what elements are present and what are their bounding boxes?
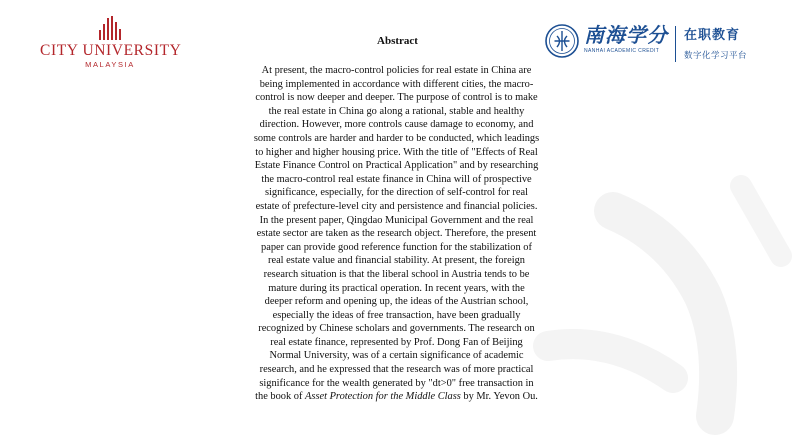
abstract-line: Estate Finance Control on Practical Application" and by researching <box>254 160 539 172</box>
abstract-line: the macro-control real estate finance in China will of prospective <box>261 173 532 185</box>
abstract-line: especially the ideas of free transaction, have been gradually <box>272 309 521 321</box>
abstract-line: paper can provide good reference function for the stabilization of <box>261 241 532 253</box>
abstract-line: being implemented in accordance with different cities, the macro- <box>259 78 534 90</box>
abstract-last-line <box>224 390 569 404</box>
abstract-line: recognized by Chinese scholars and governments. The research on <box>258 323 535 335</box>
abstract-line: to higher and higher housing price. With the title of "Effects of Real <box>255 146 538 158</box>
abstract-line: direction. However, more controls cause damage to economy, and <box>259 119 534 131</box>
abstract-line: deeper reform and opening up, the ideas of the Austrian school, <box>264 296 529 308</box>
brand-chinese-name: 南海学分 <box>584 23 668 47</box>
abstract-line: control is now deeper and deeper. The purpose of control is to make <box>255 92 538 104</box>
logo-divider <box>675 26 676 62</box>
abstract-line: In the present paper, Qingdao Municipal Government and the real <box>259 214 534 226</box>
university-country: MALAYSIA <box>85 60 135 69</box>
platform-title: 在职教育 <box>684 28 741 43</box>
abstract-line: mature during its practical operation. In recent years, with the <box>268 282 525 294</box>
last-line-prefix: the book of <box>255 391 306 403</box>
abstract-line: real estate finance, represented by Prof. Dong Fan of Beijing <box>270 336 523 348</box>
abstract-line: significance for the wealth generated by "dt>0" free transaction in <box>259 377 534 389</box>
university-name: CITY UNIVERSITY <box>40 42 182 59</box>
nanhai-credit-logo <box>545 24 747 68</box>
abstract-heading: Abstract <box>377 35 418 47</box>
abstract-body <box>224 64 569 404</box>
city-university-logo <box>40 16 180 69</box>
abstract-line: significance, especially, for the direction of self-control for real <box>264 187 529 199</box>
brand-english-name: NANHAI ACADEMIC CREDIT <box>584 48 660 54</box>
last-line-suffix: by Mr. Yevon Ou. <box>460 391 538 403</box>
abstract-line: estate sector are taken as the research object. Therefore, the present <box>256 228 537 240</box>
abstract-line: Normal University, was of a certain significance of academic <box>269 350 524 362</box>
tower-logo-icon <box>92 16 128 40</box>
abstract-line: research, and he expressed that the research was of more practical <box>259 364 534 376</box>
nanhai-seal-icon <box>545 24 579 58</box>
book-title: Asset Protection for the Middle Class <box>305 391 461 403</box>
abstract-line: the real estate in China go along a rational, stable and healthy <box>268 105 525 117</box>
abstract-line: real estate value and financial stability. At present, the foreign <box>268 255 525 267</box>
abstract-line: estate of prefecture-level city and persistence and financial policies. <box>255 200 538 212</box>
platform-subtitle: 数字化学习平台 <box>684 51 748 61</box>
abstract-line: research situation is that the liberal school in Austria tends to be <box>263 268 530 280</box>
abstract-line: At present, the macro-control policies for real estate in China are <box>261 65 532 76</box>
abstract-line: some controls are harder and harder to be conducted, which leadings <box>253 132 540 144</box>
